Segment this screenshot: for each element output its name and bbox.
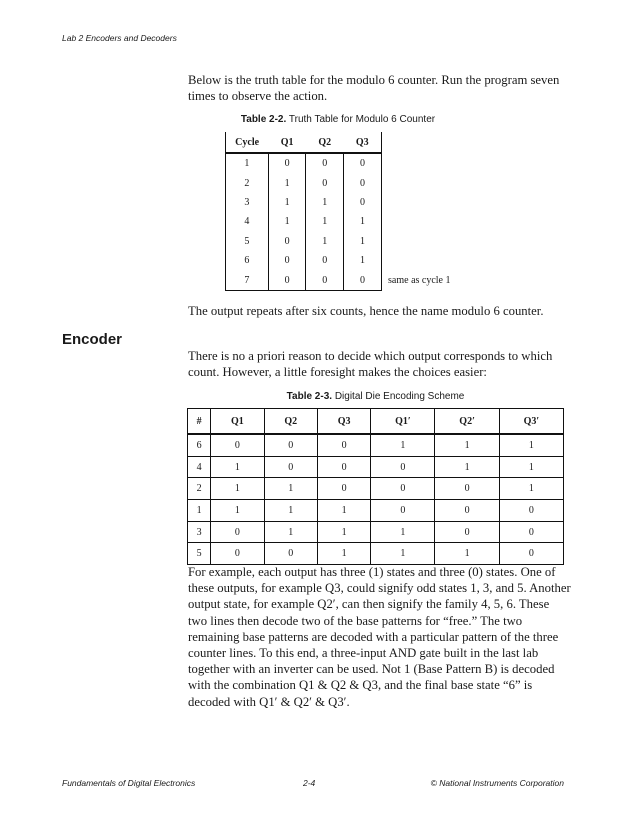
table-cell: 1 <box>499 434 563 456</box>
row-note <box>382 153 451 173</box>
table-row <box>226 270 451 290</box>
table-cell: 1 <box>188 500 211 522</box>
table-cell: 0 <box>306 251 344 270</box>
column-header: Q1′ <box>371 409 435 435</box>
footer-page-number: 2-4 <box>303 778 316 788</box>
table-cell: 0 <box>499 500 563 522</box>
table-2-3-caption <box>187 391 564 402</box>
table-cell: 0 <box>268 153 306 173</box>
table-row <box>188 543 564 565</box>
table-cell: 0 <box>268 270 306 290</box>
table-cell: 1 <box>211 456 264 478</box>
output-paragraph: The output repeats after six counts, hence the name modulo 6 counter. <box>188 304 544 318</box>
table-cell: 0 <box>211 543 264 565</box>
table-cell: 0 <box>344 153 382 173</box>
table-row <box>188 521 564 543</box>
table-cell: 0 <box>306 173 344 192</box>
table-cell: 0 <box>344 173 382 192</box>
table-cell: 1 <box>264 521 317 543</box>
table-row <box>226 173 451 192</box>
column-header: Q2′ <box>435 409 499 435</box>
table-cell: 1 <box>499 456 563 478</box>
table-cell: 0 <box>371 456 435 478</box>
footer-left: Fundamentals of Digital Electronics <box>62 778 196 788</box>
table-cell: 0 <box>317 456 370 478</box>
table-header-row <box>188 409 564 435</box>
column-header: Cycle <box>226 132 269 153</box>
table-cell: 0 <box>211 521 264 543</box>
table-row <box>188 478 564 500</box>
table-cell: 0 <box>264 434 317 456</box>
table-cell: 0 <box>499 521 563 543</box>
table-cell: 1 <box>306 232 344 251</box>
table-cell: 3 <box>226 193 269 212</box>
row-note <box>382 251 451 270</box>
table-cell: 0 <box>211 434 264 456</box>
table-cell: 0 <box>371 478 435 500</box>
table-cell: 1 <box>317 543 370 565</box>
table-cell: 0 <box>371 500 435 522</box>
table-row <box>188 434 564 456</box>
table-cell: 0 <box>268 232 306 251</box>
table-cell: 0 <box>435 478 499 500</box>
table-row <box>226 153 451 173</box>
table-cell: 1 <box>268 193 306 212</box>
table-cell: 1 <box>306 212 344 231</box>
table-cell: 0 <box>344 270 382 290</box>
intro-paragraph: Below is the truth table for the modulo 6 counter. Run the program seven times to observe the action. <box>188 73 560 104</box>
table-cell: 5 <box>188 543 211 565</box>
table-cell: 1 <box>211 500 264 522</box>
table-cell: 0 <box>317 478 370 500</box>
table-cell: 1 <box>317 521 370 543</box>
caption-title: Truth Table for Modulo 6 Counter <box>288 114 436 125</box>
table-cell: 0 <box>268 251 306 270</box>
table-row <box>226 193 451 212</box>
table-row <box>226 212 451 231</box>
table-cell: 1 <box>435 543 499 565</box>
column-header: Q2 <box>264 409 317 435</box>
row-note <box>382 173 451 192</box>
table-cell: 0 <box>264 543 317 565</box>
table-row <box>188 456 564 478</box>
table-cell: 0 <box>344 193 382 212</box>
table-cell: 0 <box>435 521 499 543</box>
table-cell: 6 <box>188 434 211 456</box>
column-header: Q3′ <box>499 409 563 435</box>
table-header-row <box>226 132 451 153</box>
caption-label: Table 2-3. <box>286 391 333 402</box>
table-cell: 1 <box>371 521 435 543</box>
table-cell: 1 <box>268 212 306 231</box>
caption-label: Table 2-2. <box>240 114 287 125</box>
table-cell: 1 <box>344 251 382 270</box>
column-header: Q3 <box>344 132 382 153</box>
table-row <box>226 251 451 270</box>
encoder-paragraph: There is no a priori reason to decide which output corresponds to which count. However, a little foresight makes the choices easier: <box>188 349 553 380</box>
table-cell: 7 <box>226 270 269 290</box>
column-header: Q3 <box>317 409 370 435</box>
table-cell: 1 <box>226 153 269 173</box>
closing-paragraph: For example, each output has three (1) states and three (0) states. One of these outputs, for example Q3, could signify odd states 1, 3, and 5. Another output state, for example Q2′, can then signify the family 4, 5, 6. These two lines then decode two of the base patterns for “free.” The two remaining base patterns are decoded with a particular pattern of the three counter lines. To this end, a three-input AND gate built in the last lab together with an inverter can be used. Not 1 (Base Pattern B) is decoded with the combination Q1 & Q2 & Q3, and the final base state “6” is decoded with Q1′ & Q2′ & Q3′. <box>188 565 571 709</box>
table-cell: 0 <box>499 543 563 565</box>
column-header: Q2 <box>306 132 344 153</box>
table-cell: 1 <box>435 456 499 478</box>
row-note <box>382 193 451 212</box>
table-cell: 1 <box>317 500 370 522</box>
column-header: Q1 <box>268 132 306 153</box>
row-note: same as cycle 1 <box>388 274 451 286</box>
table-cell: 0 <box>264 456 317 478</box>
table-cell: 1 <box>264 500 317 522</box>
section-heading-encoder: Encoder <box>62 331 123 348</box>
digital-die-encoding-table <box>187 408 564 565</box>
table-cell: 6 <box>226 251 269 270</box>
table-cell: 1 <box>211 478 264 500</box>
caption-title: Digital Die Encoding Scheme <box>334 391 465 402</box>
table-cell: 4 <box>226 212 269 231</box>
table-cell: 1 <box>268 173 306 192</box>
table-cell: 1 <box>371 543 435 565</box>
table-cell: 1 <box>371 434 435 456</box>
table-cell: 2 <box>226 173 269 192</box>
column-header: # <box>188 409 211 435</box>
table-cell: 1 <box>264 478 317 500</box>
row-note <box>382 212 451 231</box>
footer-right: © National Instruments Corporation <box>430 778 564 788</box>
column-header: Q1 <box>211 409 264 435</box>
truth-table-modulo-6 <box>225 132 451 291</box>
table-row <box>188 500 564 522</box>
table-cell: 5 <box>226 232 269 251</box>
table-cell: 4 <box>188 456 211 478</box>
table-2-2-caption <box>225 114 451 125</box>
table-cell: 0 <box>317 434 370 456</box>
table-cell: 0 <box>306 270 344 290</box>
table-cell: 2 <box>188 478 211 500</box>
table-cell: 3 <box>188 521 211 543</box>
table-cell: 1 <box>344 232 382 251</box>
row-note <box>382 232 451 251</box>
running-head: Lab 2 Encoders and Decoders <box>62 33 177 43</box>
table-cell: 0 <box>435 500 499 522</box>
table-row <box>226 232 451 251</box>
table-cell: 0 <box>306 153 344 173</box>
table-cell: 1 <box>306 193 344 212</box>
table-cell: 1 <box>499 478 563 500</box>
table-cell: 1 <box>435 434 499 456</box>
table-cell: 1 <box>344 212 382 231</box>
